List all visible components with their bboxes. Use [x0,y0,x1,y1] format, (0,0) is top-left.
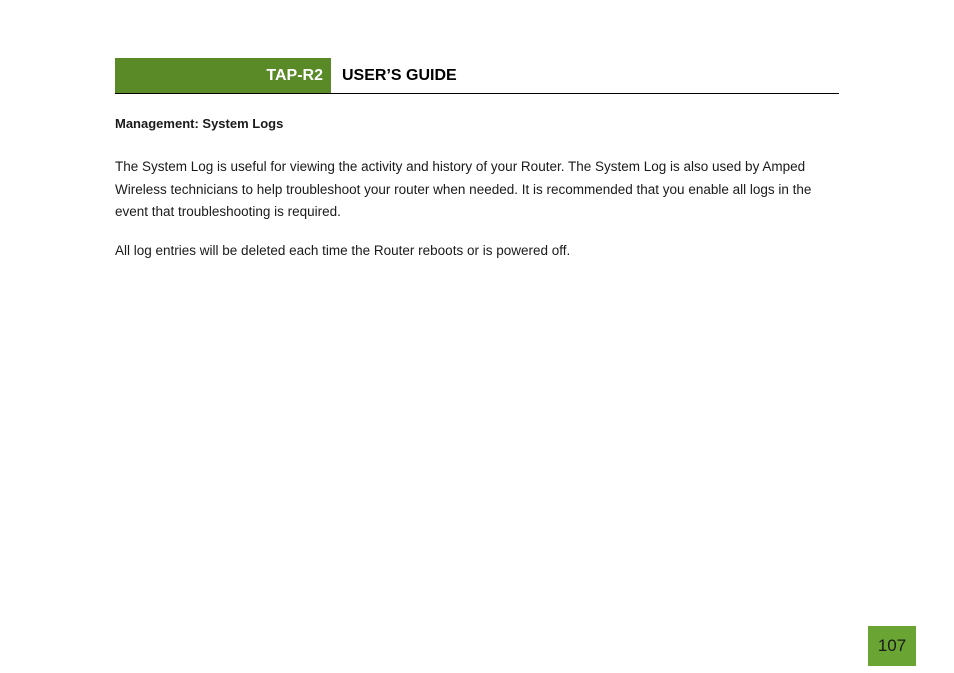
product-name-banner: TAP-R2 [115,58,331,93]
section-title: Management: System Logs [115,116,284,131]
body-paragraph: All log entries will be deleted each time the Router reboots or is powered off. [115,243,571,258]
document-title: USER’S GUIDE [342,66,457,84]
page-number: 107 [868,626,916,666]
body-paragraph: The System Log is useful for viewing the activity and history of your Router. The System Log is also used by Amped Wireless technicians to help troubleshoot your router when needed. It is recommended that you enable all logs in the event that troubleshooting is required. [115,159,812,219]
page-header [115,58,839,94]
